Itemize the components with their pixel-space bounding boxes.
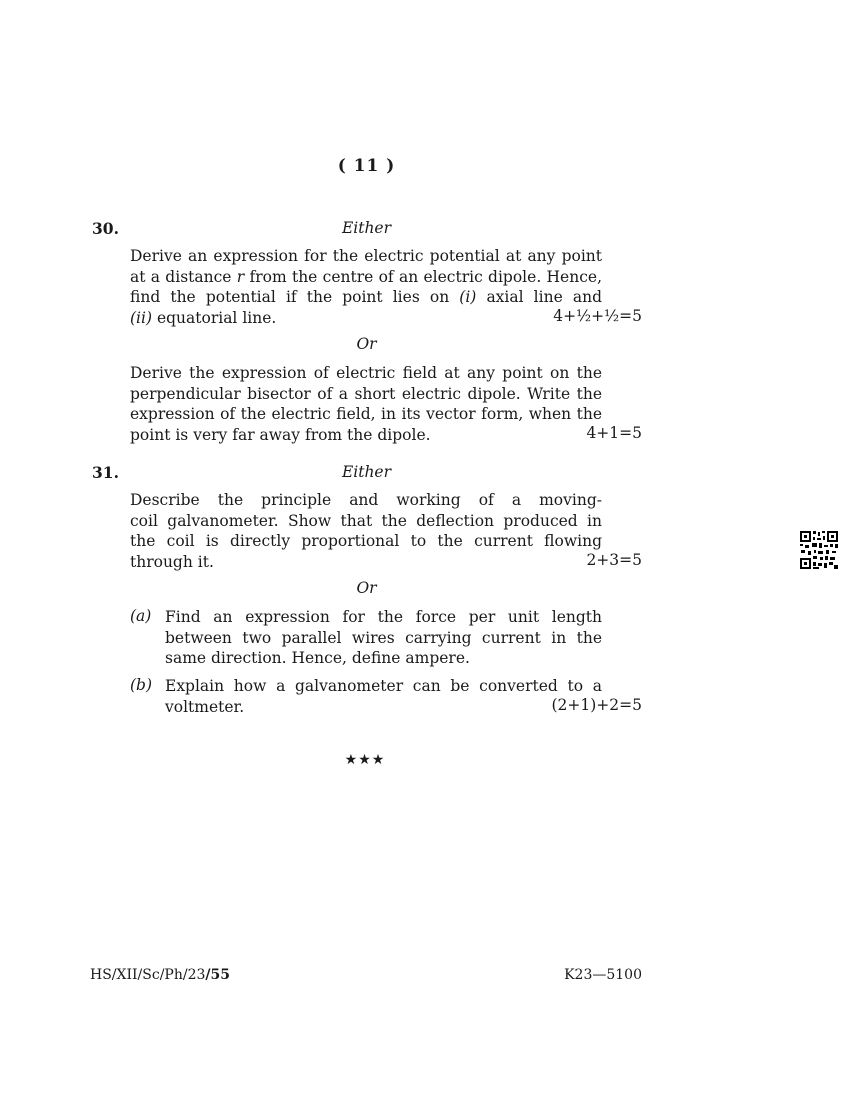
text-line: the coil is directly proportional to the current flowing — [130, 532, 602, 550]
marks: 4+½+½=5 — [553, 307, 642, 325]
or-label: Or — [356, 579, 377, 597]
text-line: Explain how a galvanometer can be converted to a — [165, 677, 602, 695]
text-line: at a distance r from the centre of an electric dipole. Hence, — [130, 267, 602, 286]
marks: (2+1)+2=5 — [551, 696, 642, 714]
text-line: Derive an expression for the electric potential at any point — [130, 247, 602, 265]
text-line: point is very far away from the dipole. — [130, 425, 431, 444]
print-code: K23—5100 — [564, 967, 642, 983]
question-number: 31. — [92, 463, 119, 482]
question-number: 30. — [92, 219, 119, 238]
either-label: Either — [341, 219, 392, 237]
sub-question-text — [165, 607, 602, 669]
either-label: Either — [341, 463, 392, 481]
text-line: expression of the electric field, in its vector form, when the — [130, 405, 602, 423]
text-line: Find an expression for the force per unit length — [165, 608, 602, 626]
text-line: Derive the expression of electric field at any point on the — [130, 364, 602, 382]
sub-question-label: (b) — [130, 676, 153, 694]
sub-question-label: (a) — [130, 607, 152, 625]
text-line: perpendicular bisector of a short electric dipole. Write the — [130, 384, 602, 403]
text-line: find the potential if the point lies on (i) axial line and — [130, 288, 602, 306]
question-text — [130, 490, 602, 572]
text-line: Describe the principle and working of a moving- — [130, 491, 602, 509]
question-text — [130, 363, 602, 445]
marks: 4+1=5 — [586, 424, 642, 442]
text-line: (ii) equatorial line. — [130, 308, 277, 327]
qr-code-icon — [799, 530, 839, 570]
page-number: ( 11 ) — [337, 156, 396, 176]
text-line: coil galvanometer. Show that the deflection produced in — [130, 511, 602, 530]
paper-code — [90, 967, 230, 983]
end-marker: ★★★ — [344, 752, 386, 768]
paper-code-prefix: HS/XII/Sc/Ph/23 — [90, 967, 206, 983]
text-line: through it. — [130, 552, 214, 571]
text-line: between two parallel wires carrying current in the — [165, 628, 602, 647]
marks: 2+3=5 — [586, 551, 642, 569]
or-label: Or — [356, 335, 377, 353]
sub-question-text — [165, 676, 602, 717]
paper-code-suffix: /55 — [205, 967, 230, 983]
text-line: same direction. Hence, define ampere. — [165, 649, 470, 667]
text-line: voltmeter. — [165, 697, 245, 716]
question-text — [130, 246, 602, 328]
